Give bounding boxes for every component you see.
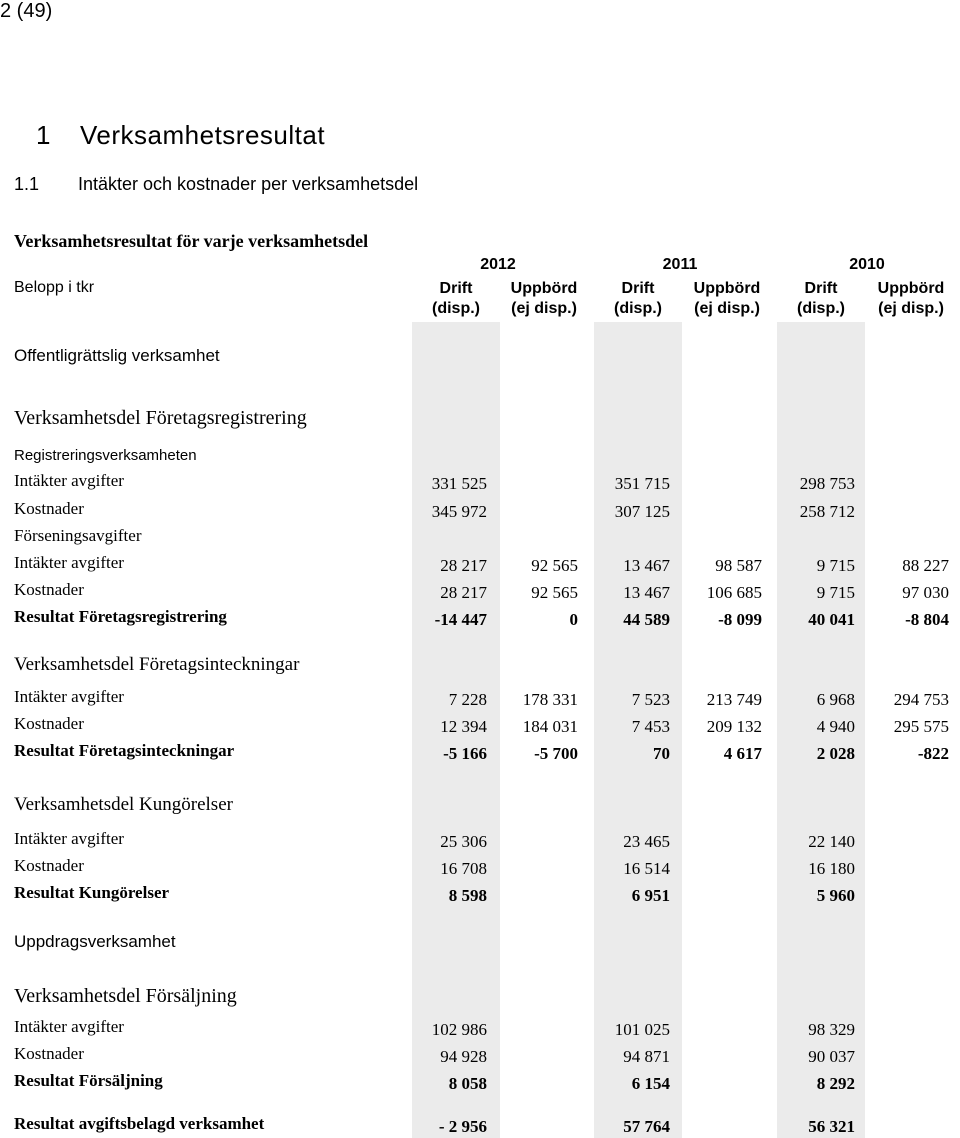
fors-res-cell-0: 8 058: [448, 1074, 487, 1093]
kun-res-cell-2: 6 951: [631, 886, 670, 905]
reg-r3-cell-0: 28 217: [440, 556, 487, 575]
col-drift-2010: Drift (disp.): [797, 280, 845, 317]
reg-r3-cell-2: 13 467: [623, 556, 670, 575]
kun-r1-cell-0: 25 306: [440, 832, 487, 851]
fors-res-cell-4: 8 292: [816, 1074, 855, 1093]
fors-r2-cell-0: 94 928: [440, 1047, 487, 1066]
year-2011: 2011: [662, 256, 698, 273]
ink-res-cell-4: 2 028: [816, 744, 855, 763]
heading-1-number: 1: [36, 120, 51, 150]
year-2010: 2010: [849, 256, 885, 273]
amount-label: Belopp i tkr: [14, 279, 95, 296]
section-uppdrag: Uppdragsverksamhet: [14, 932, 176, 951]
reg-res-cell-3: -8 099: [718, 610, 762, 629]
ink-r1-cell-5: 294 753: [893, 690, 949, 709]
total-label: Resultat avgiftsbelagd verksamhet: [14, 1114, 265, 1133]
kun-res-cell-0: 8 598: [448, 886, 487, 905]
page-number: 2 (49): [0, 0, 53, 22]
reg-title: Verksamhetsdel Företagsregistrering: [14, 407, 307, 429]
total-cell-2: 57 764: [623, 1117, 670, 1136]
kun-title: Verksamhetsdel Kungörelser: [14, 794, 233, 815]
reg-r3-cell-3: 98 587: [715, 556, 762, 575]
reg-sub2: Förseningsavgifter: [14, 526, 142, 545]
fors-r1-cell-0: 102 986: [431, 1020, 487, 1039]
fors-r2-label: Kostnader: [14, 1044, 84, 1063]
reg-r3-cell-1: 92 565: [531, 556, 578, 575]
heading-2-number: 1.1: [14, 174, 40, 194]
ink-r1-cell-0: 7 228: [448, 690, 487, 709]
ink-r2-label: Kostnader: [14, 714, 84, 733]
reg-r4-cell-2: 13 467: [623, 583, 670, 602]
reg-r1-cell-2: 351 715: [614, 474, 670, 493]
reg-sub1: Registreringsverksamheten: [14, 447, 197, 464]
ink-r2-cell-1: 184 031: [522, 717, 578, 736]
ink-r2-cell-2: 7 453: [631, 717, 670, 736]
reg-res-cell-0: -14 447: [434, 610, 487, 629]
total-cell-0: - 2 956: [438, 1117, 487, 1136]
fors-res-label: Resultat Försäljning: [14, 1071, 163, 1090]
reg-r1-cell-0: 331 525: [431, 474, 487, 493]
ink-res-cell-1: -5 700: [534, 744, 578, 763]
reg-r1-label: Intäkter avgifter: [14, 471, 124, 490]
kun-r2-cell-2: 16 514: [623, 859, 670, 878]
reg-r4-cell-0: 28 217: [440, 583, 487, 602]
reg-res-label: Resultat Företagsregistrering: [14, 607, 227, 626]
ink-res-cell-3: 4 617: [723, 744, 762, 763]
reg-res-cell-1: 0: [569, 610, 578, 629]
reg-res-cell-5: -8 804: [905, 610, 949, 629]
ink-r1-label: Intäkter avgifter: [14, 687, 124, 706]
kun-r1-label: Intäkter avgifter: [14, 829, 124, 848]
heading-1: Verksamhetsresultat: [80, 120, 326, 150]
ink-title: Verksamhetsdel Företagsinteckningar: [14, 654, 300, 675]
ink-r2-cell-0: 12 394: [440, 717, 487, 736]
ink-r1-cell-2: 7 523: [631, 690, 670, 709]
kun-r2-cell-0: 16 708: [440, 859, 487, 878]
col-drift-2012: Drift (disp.): [432, 280, 480, 317]
ink-res-cell-5: -822: [917, 744, 949, 763]
heading-2: Intäkter och kostnader per verksamhetsdel: [78, 174, 419, 194]
ink-res-label: Resultat Företagsinteckningar: [14, 741, 235, 760]
reg-r2-cell-0: 345 972: [431, 502, 487, 521]
kun-r1-cell-2: 23 465: [623, 832, 670, 851]
total-cell-4: 56 321: [808, 1117, 855, 1136]
fors-title: Verksamhetsdel Försäljning: [14, 985, 237, 1007]
kun-res-label: Resultat Kungörelser: [14, 883, 170, 902]
reg-r3-cell-4: 9 715: [816, 556, 855, 575]
col-uppbord-2010: Uppbörd (ej disp.): [877, 280, 945, 317]
kun-r2-cell-4: 16 180: [808, 859, 855, 878]
fors-r1-cell-4: 98 329: [808, 1020, 855, 1039]
ink-r2-cell-4: 4 940: [816, 717, 855, 736]
year-2012: 2012: [480, 256, 516, 273]
fors-r2-cell-2: 94 871: [623, 1047, 670, 1066]
fors-r1-label: Intäkter avgifter: [14, 1017, 124, 1036]
reg-r4-cell-5: 97 030: [902, 583, 949, 602]
col-uppbord-2012: Uppbörd (ej disp.): [510, 280, 578, 317]
ink-r1-cell-4: 6 968: [816, 690, 855, 709]
reg-r1-cell-4: 298 753: [799, 474, 855, 493]
col-drift-2011: Drift (disp.): [614, 280, 662, 317]
reg-r2-cell-2: 307 125: [614, 502, 670, 521]
ink-res-cell-0: -5 166: [443, 744, 487, 763]
col-uppbord-2011: Uppbörd (ej disp.): [693, 280, 761, 317]
reg-r3-label: Intäkter avgifter: [14, 553, 124, 572]
reg-r4-cell-4: 9 715: [816, 583, 855, 602]
fors-r2-cell-4: 90 037: [808, 1047, 855, 1066]
reg-r4-label: Kostnader: [14, 580, 84, 599]
reg-r2-cell-4: 258 712: [799, 502, 855, 521]
ink-res-cell-2: 70: [653, 744, 670, 763]
reg-r4-cell-3: 106 685: [706, 583, 762, 602]
ink-r2-cell-3: 209 132: [706, 717, 762, 736]
fors-r1-cell-2: 101 025: [614, 1020, 670, 1039]
reg-r3-cell-5: 88 227: [902, 556, 949, 575]
reg-r2-label: Kostnader: [14, 499, 84, 518]
kun-r1-cell-4: 22 140: [808, 832, 855, 851]
ink-r2-cell-5: 295 575: [893, 717, 949, 736]
table-title: Verksamhetsresultat för varje verksamhetsdel: [14, 231, 369, 251]
reg-res-cell-4: 40 041: [808, 610, 855, 629]
ink-r1-cell-1: 178 331: [522, 690, 578, 709]
ink-r1-cell-3: 213 749: [706, 690, 762, 709]
kun-r2-label: Kostnader: [14, 856, 84, 875]
kun-res-cell-4: 5 960: [816, 886, 855, 905]
reg-res-cell-2: 44 589: [623, 610, 670, 629]
section-offentlig: Offentligrättslig verksamhet: [14, 346, 220, 365]
fors-res-cell-2: 6 154: [631, 1074, 670, 1093]
reg-r4-cell-1: 92 565: [531, 583, 578, 602]
